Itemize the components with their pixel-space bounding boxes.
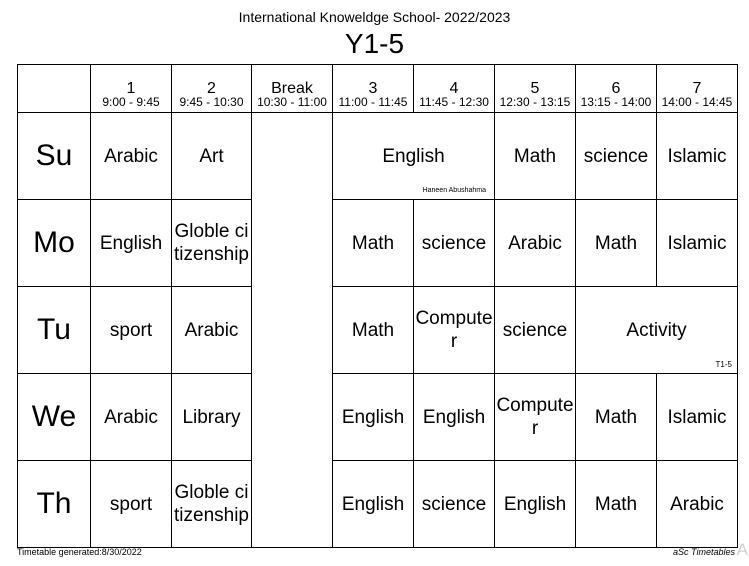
lesson-cell <box>333 287 414 374</box>
lesson-subject: Math <box>594 493 638 515</box>
lesson-cell <box>495 113 576 200</box>
day-row <box>18 461 738 548</box>
lesson-cell <box>414 200 495 287</box>
lesson-cell <box>495 200 576 287</box>
lesson-cell <box>414 287 495 374</box>
lesson-subject: sport <box>109 493 153 515</box>
period-label: 7 <box>692 80 702 97</box>
lesson-cell <box>172 461 252 548</box>
lesson-subject: Arabic <box>184 319 239 341</box>
lesson-subject: English <box>99 232 163 254</box>
period-time: 12:30 - 13:15 <box>499 95 571 109</box>
lesson-subject: Math <box>351 319 395 341</box>
lesson-cell <box>333 374 414 461</box>
lesson-subject: Math <box>594 232 638 254</box>
lesson-subject: Arabic <box>508 232 562 254</box>
lesson-cell <box>495 461 576 548</box>
period-header <box>91 65 172 113</box>
brand-label: aSc Timetables <box>673 547 735 557</box>
period-header <box>576 65 657 113</box>
period-time: 9:45 - 10:30 <box>179 95 244 109</box>
day-label: Th <box>18 461 91 548</box>
lesson-cell <box>91 200 172 287</box>
day-label: Mo <box>18 200 91 287</box>
lesson-cell <box>172 113 252 200</box>
period-time: 14:00 - 14:45 <box>661 95 733 109</box>
lesson-cell <box>172 374 252 461</box>
school-title: International Knoweldge School- 2022/2023 <box>238 9 511 25</box>
lesson-subject: Islamic <box>667 145 727 167</box>
lesson-subject: science <box>583 145 649 167</box>
lesson-cell <box>576 461 657 548</box>
period-time: 9:00 - 9:45 <box>102 95 160 109</box>
period-time: 11:00 - 11:45 <box>338 95 408 109</box>
lesson-subject: English <box>503 493 567 515</box>
lesson-cell <box>91 113 172 200</box>
lesson-cell <box>657 200 738 287</box>
lesson-cell <box>576 287 738 374</box>
period-header <box>495 65 576 113</box>
lesson-cell <box>333 200 414 287</box>
lesson-subject: Arabic <box>104 145 158 167</box>
lesson-subject: Arabic <box>670 493 724 515</box>
lesson-subject: Globle citizenship <box>174 221 249 265</box>
period-label: 1 <box>126 80 136 97</box>
day-label: Tu <box>18 287 91 374</box>
lesson-cell <box>333 113 495 200</box>
lesson-cell <box>657 461 738 548</box>
lesson-cell <box>576 374 657 461</box>
lesson-cell <box>657 113 738 200</box>
lesson-subject: science <box>421 493 487 515</box>
lesson-subject: Math <box>513 145 557 167</box>
lesson-subject: Islamic <box>667 406 727 428</box>
lesson-subject: Computer <box>496 395 574 439</box>
lesson-subject: Math <box>594 406 638 428</box>
room-label: T1-5 <box>715 360 732 369</box>
lesson-cell <box>172 200 252 287</box>
corner-mark: A <box>736 540 748 559</box>
lesson-cell <box>576 200 657 287</box>
lesson-subject: science <box>502 319 568 341</box>
period-label: 6 <box>611 80 621 97</box>
lesson-subject: English <box>341 493 405 515</box>
lesson-subject: science <box>421 232 487 254</box>
lesson-subject: Arabic <box>104 406 158 428</box>
period-header-row <box>18 65 738 113</box>
period-label: 2 <box>207 80 216 97</box>
day-row <box>18 374 738 461</box>
lesson-cell <box>495 374 576 461</box>
timetable <box>17 64 738 548</box>
lesson-cell <box>91 374 172 461</box>
generated-date: Timetable generated:8/30/2022 <box>17 547 142 557</box>
lesson-cell <box>333 461 414 548</box>
period-time: 13:15 - 14:00 <box>580 95 652 109</box>
lesson-subject: Computer <box>415 308 493 352</box>
lesson-subject: English <box>341 406 405 428</box>
period-label: 4 <box>449 80 459 97</box>
day-row <box>18 200 738 287</box>
lesson-subject: sport <box>109 319 153 341</box>
class-title: Y1-5 <box>344 28 405 59</box>
lesson-subject: Activity <box>626 319 687 341</box>
lesson-cell <box>495 287 576 374</box>
period-header <box>414 65 495 113</box>
day-label: We <box>18 374 91 461</box>
lesson-cell <box>414 374 495 461</box>
corner-cell <box>18 65 91 113</box>
lesson-cell <box>91 287 172 374</box>
period-header <box>657 65 738 113</box>
period-header <box>333 65 414 113</box>
lesson-cell <box>576 113 657 200</box>
lesson-subject: Islamic <box>667 232 727 254</box>
teacher-name: Haneen Abushahma <box>422 187 486 194</box>
break-header <box>252 65 333 113</box>
lesson-subject: English <box>382 145 445 167</box>
day-label: Su <box>18 113 91 200</box>
lesson-subject: Library <box>182 406 241 428</box>
lesson-cell <box>414 461 495 548</box>
lesson-cell <box>172 287 252 374</box>
period-label: 5 <box>530 80 540 97</box>
period-header <box>172 65 252 113</box>
day-row <box>18 113 738 200</box>
lesson-cell <box>91 461 172 548</box>
period-label: 3 <box>368 80 378 97</box>
lesson-subject: English <box>422 406 486 428</box>
lesson-cell <box>657 374 738 461</box>
lesson-subject: Math <box>351 232 395 254</box>
period-time: 10:30 - 11:00 <box>257 95 327 109</box>
period-time: 11:45 - 12:30 <box>419 95 489 109</box>
day-row <box>18 287 738 374</box>
period-label: Break <box>271 80 313 97</box>
lesson-subject: Art <box>199 145 224 167</box>
lesson-subject: Globle citizenship <box>174 482 249 526</box>
break-column <box>252 113 333 548</box>
